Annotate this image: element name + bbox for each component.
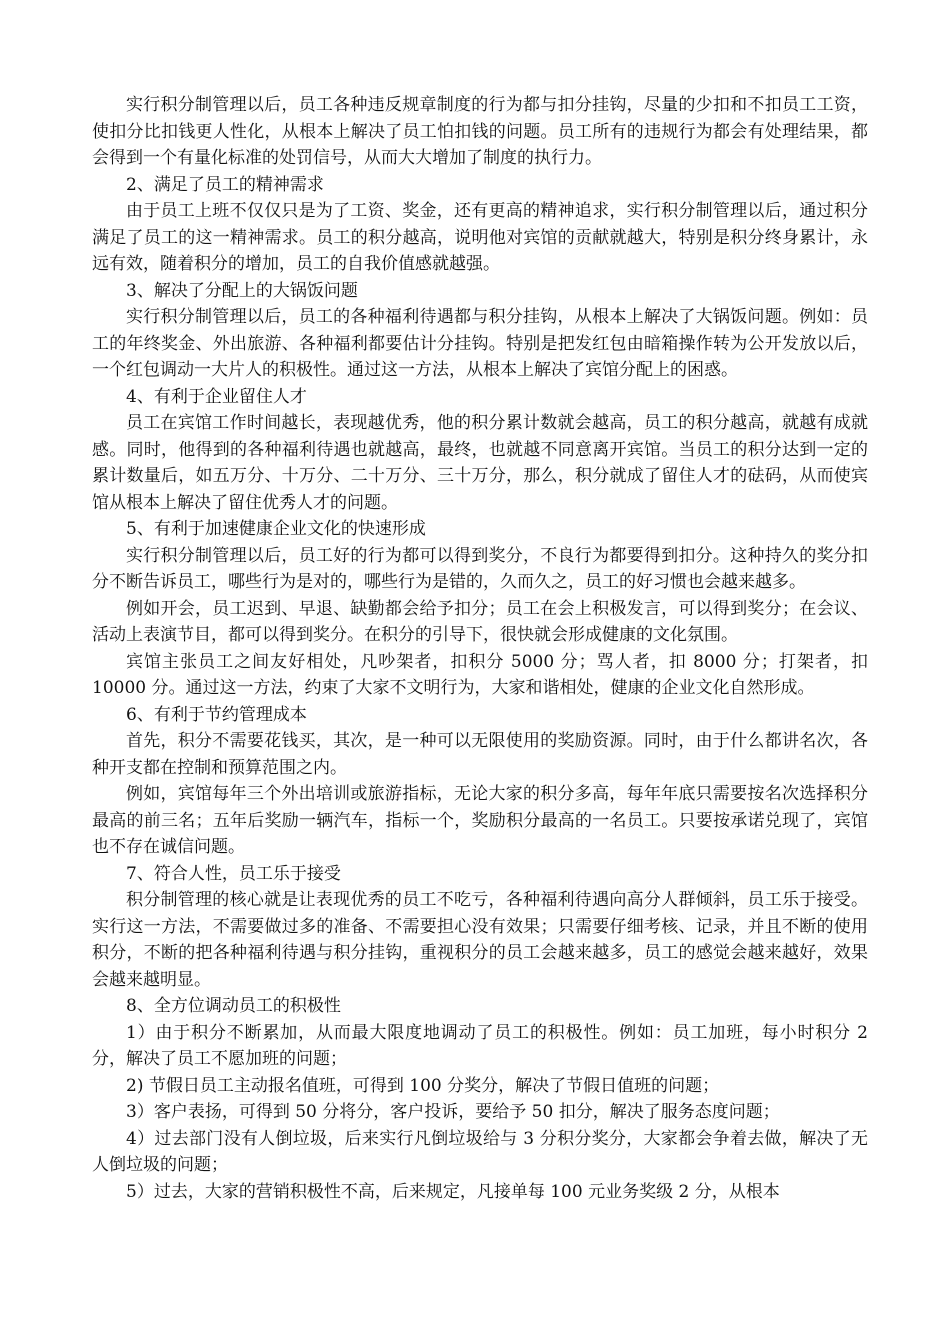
paragraph-2: 由于员工上班不仅仅只是为了工资、奖金，还有更高的精神追求，实行积分制管理以后，通过积分满足了员工的这一精神需求。员工的积分越高，说明他对宾馆的贡献就越大，特别是积分终身累计，永远有效，随着积分的增加，员工的自我价值感就越强。 [92, 201, 868, 274]
paragraph-6a: 首先，积分不需要花钱买，其次，是一种可以无限使用的奖励资源。同时，由于什么都讲名次，各种开支都在控制和预算范围之内。 [92, 731, 868, 778]
heading-7: 7、符合人性，员工乐于接受 [126, 863, 341, 884]
heading-3: 3、解决了分配上的大锅饭问题 [126, 280, 358, 301]
paragraph-5b: 例如开会，员工迟到、早退、缺勤都会给予扣分；员工在会上积极发言，可以得到奖分；在会议、活动上表演节目，都可以得到奖分。在积分的引导下，很快就会形成健康的文化氛围。 [92, 598, 868, 645]
list-item-3: 3）客户表扬，可得到 50 分将分，客户投诉，要给予 50 扣分，解决了服务态度问题； [126, 1102, 780, 1122]
paragraph-7: 积分制管理的核心就是让表现优秀的员工不吃亏，各种福利待遇向高分人群倾斜，员工乐于接受。实行这一方法，不需要做过多的准备、不需要担心没有效果；只需要仔细考核、记录，并且不断的使用积分，不断的把各种福利待遇与积分挂钩，重视积分的员工会越来越多，员工的感觉会越来越好，效果会越来越明显。 [92, 890, 868, 990]
list-item-2: 2) 节假日员工主动报名值班，可得到 100 分奖分，解决了节假日值班的问题； [126, 1075, 720, 1096]
heading-2: 2、满足了员工的精神需求 [126, 174, 324, 195]
list-item-5: 5）过去，大家的营销积极性不高，后来规定，凡接单每 100 元业务奖级 2 分，从根本 [126, 1181, 780, 1202]
paragraph-5a: 实行积分制管理以后，员工好的行为都可以得到奖分，不良行为都要得到扣分。这种持久的奖分扣分不断告诉员工，哪些行为是对的，哪些行为是错的，久而久之，员工的好习惯也会越来越多。 [92, 545, 868, 592]
paragraph-3: 实行积分制管理以后，员工的各种福利待遇都与积分挂钩，从根本上解决了大锅饭问题。例如：员工的年终奖金、外出旅游、各种福利都要估计分挂钩。特别是把发红包由暗箱操作转为公开发放以后，一个红包调动一大片人的积极性。通过这一方法，从根本上解决了宾馆分配上的困惑。 [92, 307, 868, 380]
paragraph-intro: 实行积分制管理以后，员工各种违反规章制度的行为都与扣分挂钩，尽量的少扣和不扣员工工资，使扣分比扣钱更人性化，从根本上解决了员工怕扣钱的问题。员工所有的违规行为都会有处理结果，都会得到一个有量化标准的处罚信号，从而大大增加了制度的执行力。 [92, 95, 868, 168]
paragraph-6b: 例如，宾馆每年三个外出培训或旅游指标，无论大家的积分多高，每年年底只需要按名次选择积分最高的前三名；五年后奖励一辆汽车，指标一个，奖励积分最高的一名员工。只要按承诺兑现了，宾馆也不存在诚信问题。 [92, 784, 868, 857]
heading-8: 8、全方位调动员工的积极性 [126, 996, 341, 1016]
paragraph-5c: 宾馆主张员工之间友好相处，凡吵架者，扣积分 5000 分；骂人者，扣 8000 分；打架者，扣 10000 分。通过这一方法，约束了大家不文明行为，大家和谐相处，健康的企业文化自然形成。 [92, 651, 868, 698]
list-item-4: 4）过去部门没有人倒垃圾，后来实行凡倒垃圾给与 3 分积分奖分，大家都会争着去做，解决了无人倒垃圾的问题； [92, 1128, 868, 1175]
heading-4: 4、有利于企业留住人才 [126, 386, 307, 407]
heading-5: 5、有利于加速健康企业文化的快速形成 [126, 519, 426, 539]
heading-6: 6、有利于节约管理成本 [126, 704, 307, 725]
document-page [92, 92, 868, 1205]
paragraph-4: 员工在宾馆工作时间越长，表现越优秀，他的积分累计数就会越高，员工的积分越高，就越有成就感。同时，他得到的各种福利待遇也就越高，最终，也就越不同意离开宾馆。当员工的积分达到一定的累计数量后，如五万分、十万分、二十万分、三十万分，那么，积分就成了留住人才的砝码，从而使宾馆从根本上解决了留住优秀人才的问题。 [92, 413, 868, 513]
list-item-1: 1）由于积分不断累加，从而最大限度地调动了员工的积极性。例如：员工加班，每小时积分 2 分，解决了员工不愿加班的问题； [92, 1022, 868, 1069]
